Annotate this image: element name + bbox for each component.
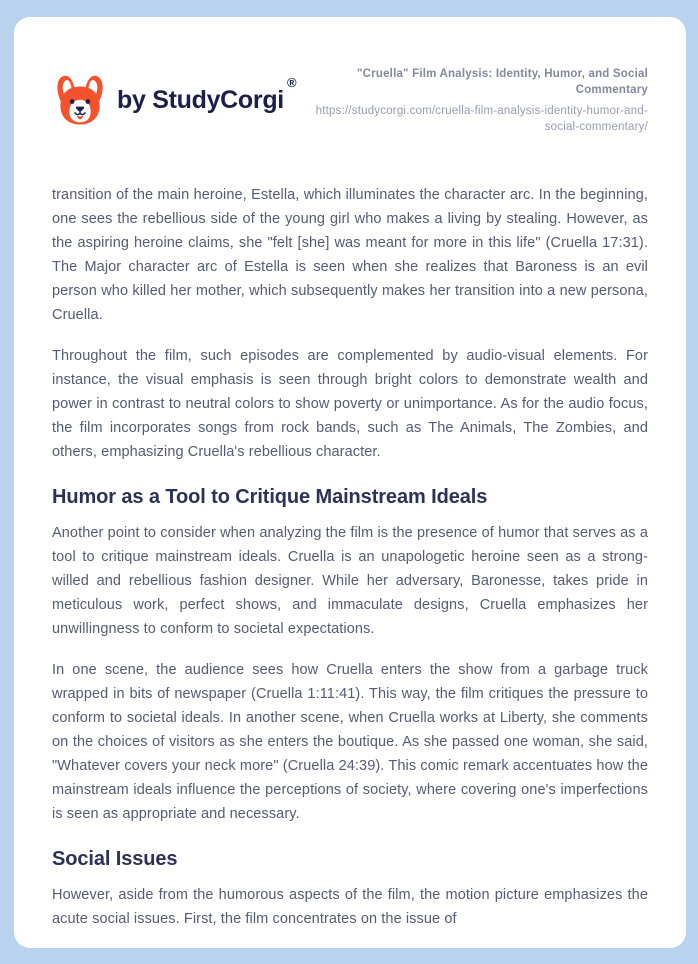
document-header	[52, 66, 648, 135]
section-heading-humor: Humor as a Tool to Critique Mainstream Ideals	[52, 486, 488, 508]
corgi-logo-icon	[52, 71, 108, 131]
document-url-link[interactable]: https://studycorgi.com/cruella-film-analysis-identity-humor-and-social-commentary/	[315, 105, 648, 133]
brand-text: by StudyCorgi	[117, 86, 284, 114]
paragraph: In one scene, the audience sees how Cruella enters the show from a garbage truck wrapped in bits of newspaper (Cruella 1:11:41). This way, the film critiques the pressure to conform to societal ideals. In another scene, when Cruella works at Liberty, she comments on the choices of visitors as she enters the boutique. As she passed one woman, she said, "Whatever covers your neck more" (Cruella 24:39). This comic remark accentuates how the mainstream ideals influence the perceptions of society, where covering one's imperfections is seen as appropriate and necessary.	[52, 662, 648, 822]
paragraph: Another point to consider when analyzing the film is the presence of humor that serves as a tool to critique mainstream ideals. Cruella is an unapologetic heroine seen as a strong-willed and rebellious fashion designer. While her adversary, Baronesse, takes pride in meticulous work, perfect shows, and immaculate designs, Cruella emphasizes her unwillingness to conform to societal expectations.	[52, 525, 648, 637]
document-title: "Cruella" Film Analysis: Identity, Humor, and Social Commentary	[357, 68, 648, 96]
document-card	[14, 17, 686, 948]
studycorgi-brand-link[interactable]	[52, 71, 297, 131]
article-body	[52, 183, 648, 931]
section-heading-social-issues: Social Issues	[52, 848, 178, 870]
registered-mark: ®	[286, 74, 297, 90]
document-meta	[303, 66, 648, 135]
paragraph: Throughout the film, such episodes are complemented by audio-visual elements. For instance, the visual emphasis is seen through bright colors to demonstrate wealth and power in contrast to neutral colors to show poverty or unimportance. As for the audio focus, the film incorporates songs from rock bands, such as The Animals, The Zombies, and others, emphasizing Cruella's rebellious character.	[52, 348, 648, 460]
paragraph: transition of the main heroine, Estella, which illuminates the character arc. In the beginning, one sees the rebellious side of the young girl who makes a living by stealing. However, as the aspiring heroine claims, she "felt [she] was meant for more in this life" (Cruella 17:31). The Major character arc of Estella is seen when she realizes that Baroness is an evil person who killed her mother, which subsequently makes her transition into a new persona, Cruella.	[52, 187, 648, 323]
paragraph: However, aside from the humorous aspects of the film, the motion picture emphasizes the acute social issues. First, the film concentrates on the issue of	[52, 887, 648, 927]
